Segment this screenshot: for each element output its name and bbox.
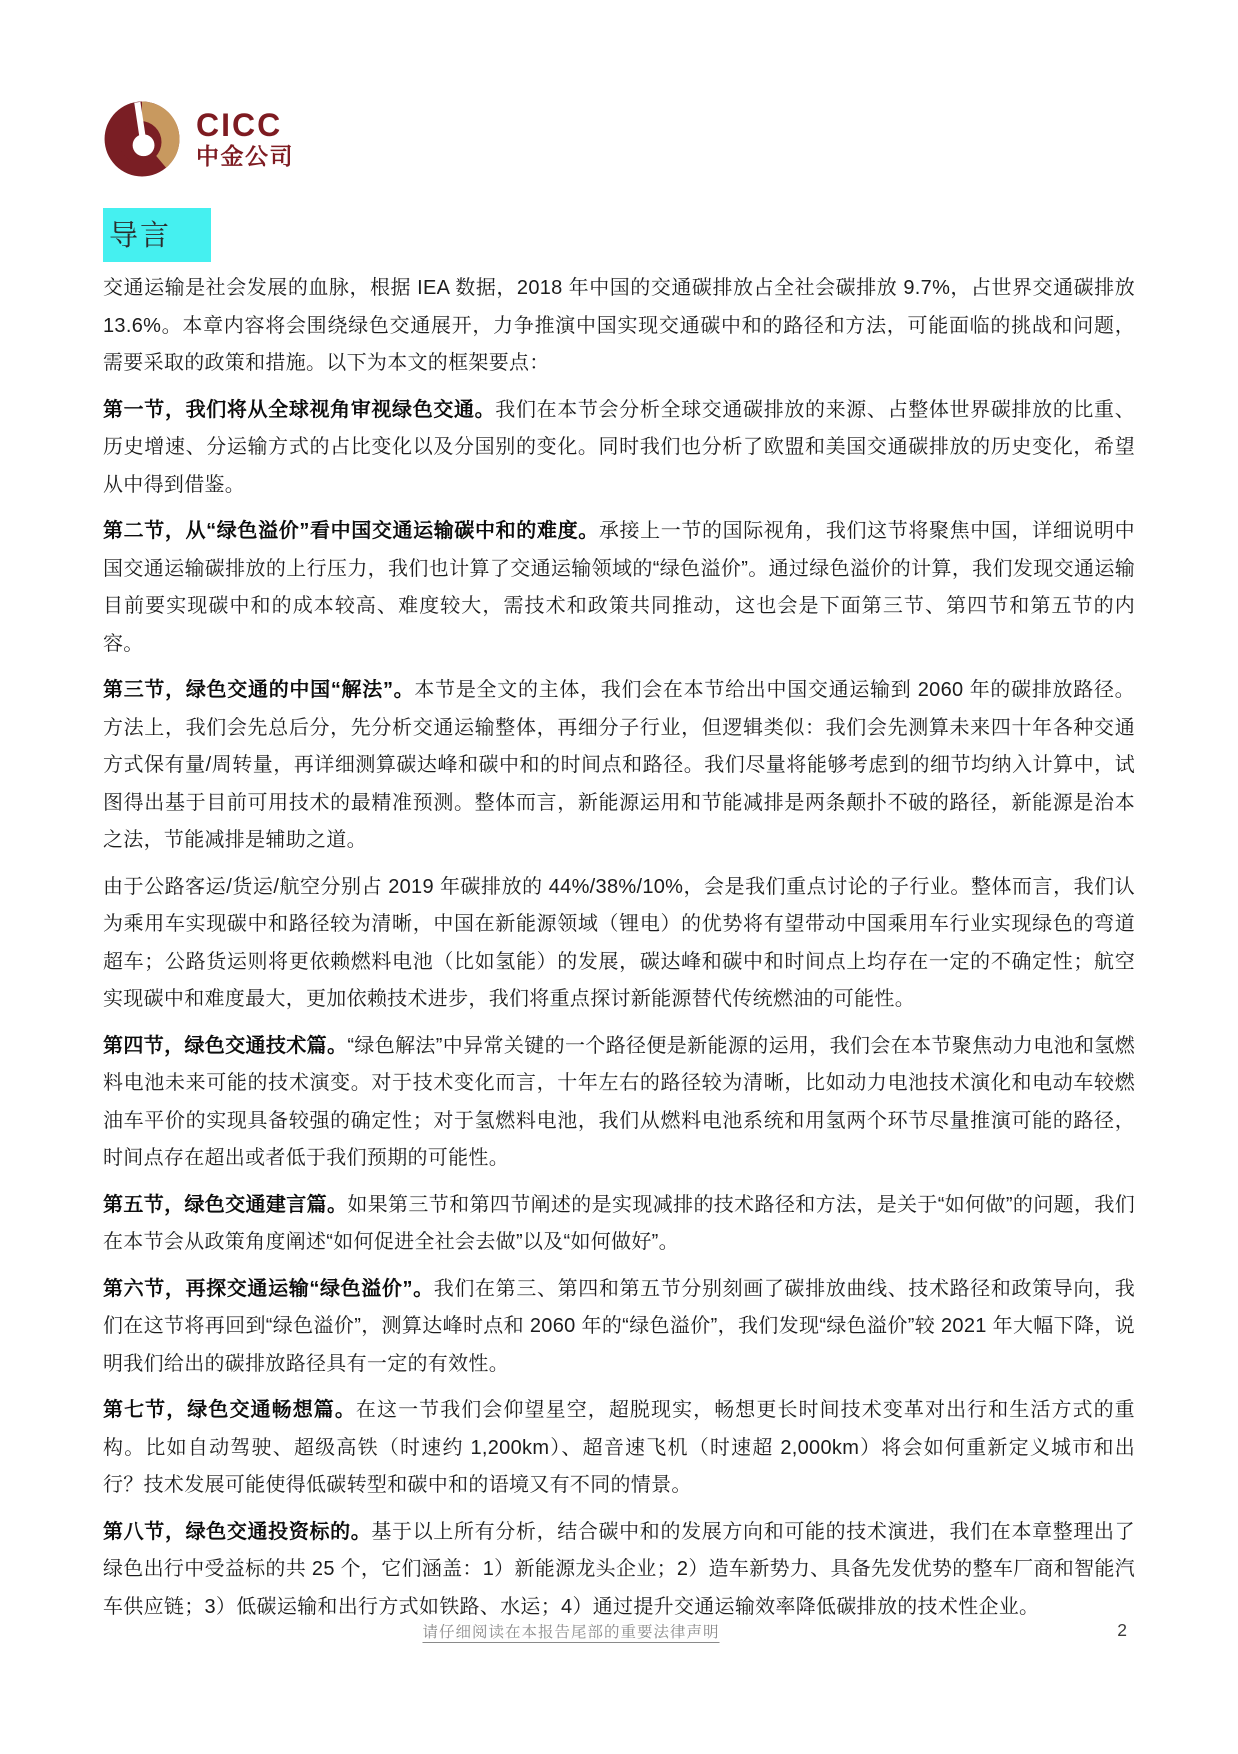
paragraph-body: 基于以上所有分析，结合碳中和的发展方向和可能的技术演进，我们在本章整理出了绿色出行中受益标的共 25 个，它们涵盖：1）新能源龙头企业；2）造车新势力、具备先发优势的整车厂商和智能汽车供应链；3）低碳运输和出行方式如铁路、水运；4）通过提升交通运输效率降低碳排放的技术性企业。 — [103, 1520, 1135, 1618]
brand-logo — [103, 98, 1135, 180]
paragraph-lead: 第五节，绿色交通建言篇。 — [103, 1193, 348, 1216]
paragraph-section-4 — [103, 1028, 1135, 1178]
paragraph-section-2 — [103, 513, 1135, 663]
paragraph-body: 本节是全文的主体，我们会在本节给出中国交通运输到 2060 年的碳排放路径。方法上，我们会先总后分，先分析交通运输整体，再细分子行业，但逻辑类似：我们会先测算未来四十年各种交通方式保有量/周转量，再详细测算碳达峰和碳中和的时间点和路径。我们尽量将能够考虑到的细节均纳入计算中，试图得出基于目前可用技术的最精准预测。整体而言，新能源运用和节能减排是两条颠扑不破的路径，新能源是治本之法，节能减排是辅助之道。 — [103, 679, 1135, 851]
paragraph-lead: 第八节，绿色交通投资标的。 — [103, 1520, 372, 1543]
page-number: 2 — [1117, 1620, 1127, 1640]
paragraph-body: 我们在第三、第四和第五节分别刻画了碳排放曲线、技术路径和政策导向，我们在这节将再回到“绿色溢价”，测算达峰时点和 2060 年的“绿色溢价”，我们发现“绿色溢价”较 2021 年大幅下降，说明我们给出的碳排放路径具有一定的有效性。 — [103, 1277, 1135, 1375]
paragraph-lead: 第二节，从“绿色溢价”看中国交通运输碳中和的难度。 — [103, 520, 599, 542]
paragraph-section-7 — [103, 1392, 1135, 1505]
paragraph-section-5 — [103, 1187, 1135, 1262]
paragraph-body: 承接上一节的国际视角，我们这节将聚焦中国，详细说明中国交通运输碳排放的上行压力，我们也计算了交通运输领域的“绿色溢价”。通过绿色溢价的计算，我们发现交通运输目前要实现碳中和的成本较高、难度较大，需技术和政策共同推动，这也会是下面第三节、第四节和第五节的内容。 — [103, 520, 1135, 655]
brand-name-en: CICC — [196, 106, 283, 143]
paragraph-body: 在这一节我们会仰望星空，超脱现实，畅想更长时间技术变革对出行和生活方式的重构。比如自动驾驶、超级高铁（时速约 1,200km）、超音速飞机（时速超 2,000km）将会如何重新定义城市和出行？技术发展可能使得低碳转型和碳中和的语境又有不同的情景。 — [103, 1399, 1135, 1496]
section-heading-introduction: 导言 — [103, 208, 211, 262]
paragraph-intro — [103, 270, 1135, 383]
brand-name-cn: 中金公司 — [196, 143, 294, 170]
paragraph-body: 由于公路客运/货运/航空分别占 2019 年碳排放的 44%/38%/10%，会是我们重点讨论的子行业。整体而言，我们认为乘用车实现碳中和路径较为清晰，中国在新能源领域（锂电）的优势将有望带动中国乘用车行业实现绿色的弯道超车；公路货运则将更依赖燃料电池（比如氢能）的发展，碳达峰和碳中和时间点上均存在一定的不确定性；航空实现碳中和难度最大，更加依赖技术进步，我们将重点探讨新能源替代传统燃油的可能性。 — [103, 875, 1135, 1010]
paragraph-lead: 第四节，绿色交通技术篇。 — [103, 1034, 348, 1057]
paragraph-section-6 — [103, 1271, 1135, 1384]
paragraph-body: “绿色解法”中异常关键的一个路径便是新能源的运用，我们会在本节聚焦动力电池和氢燃料电池未来可能的技术演变。对于技术变化而言，十年左右的路径较为清晰，比如动力电池技术演化和电动车较燃油车平价的实现具备较强的确定性；对于氢燃料电池，我们从燃料电池系统和用氢两个环节尽量推演可能的路径，时间点存在超出或者低于我们预期的可能性。 — [103, 1034, 1135, 1169]
paragraph-subsector-focus — [103, 869, 1135, 1019]
paragraph-section-1 — [103, 392, 1135, 505]
paragraph-body: 我们在本节会分析全球交通碳排放的来源、占整体世界碳排放的比重、历史增速、分运输方式的占比变化以及分国别的变化。同时我们也分析了欧盟和美国交通碳排放的历史变化，希望从中得到借鉴。 — [103, 398, 1135, 496]
paragraph-lead: 第三节，绿色交通的中国“解法”。 — [103, 679, 415, 701]
paragraph-body: 如果第三节和第四节阐述的是实现减排的技术路径和方法，是关于“如何做”的问题，我们在本节会从政策角度阐述“如何促进全社会去做”以及“如何做好”。 — [103, 1193, 1135, 1253]
brand-wordmark — [196, 106, 294, 170]
paragraph-lead: 第一节，我们将从全球视角审视绿色交通。 — [103, 398, 496, 421]
footer-disclaimer: 请仔细阅读在本报告尾部的重要法律声明 — [422, 1624, 720, 1641]
document-body — [103, 270, 1135, 1626]
paragraph-section-3 — [103, 672, 1135, 860]
paragraph-lead: 第七节，绿色交通畅想篇。 — [103, 1399, 356, 1421]
page-footer — [103, 1620, 1135, 1650]
paragraph-body: 交通运输是社会发展的血脉，根据 IEA 数据，2018 年中国的交通碳排放占全社会碳排放 9.7%，占世界交通碳排放 13.6%。本章内容将会围绕绿色交通展开，力争推演中国实现交通碳中和的路径和方法，可能面临的挑战和问题，需要采取的政策和措施。以下为本文的框架要点： — [103, 277, 1135, 374]
paragraph-lead: 第六节，再探交通运输“绿色溢价”。 — [103, 1277, 434, 1300]
paragraph-section-8 — [103, 1514, 1135, 1627]
cicc-logo-icon — [103, 100, 181, 178]
